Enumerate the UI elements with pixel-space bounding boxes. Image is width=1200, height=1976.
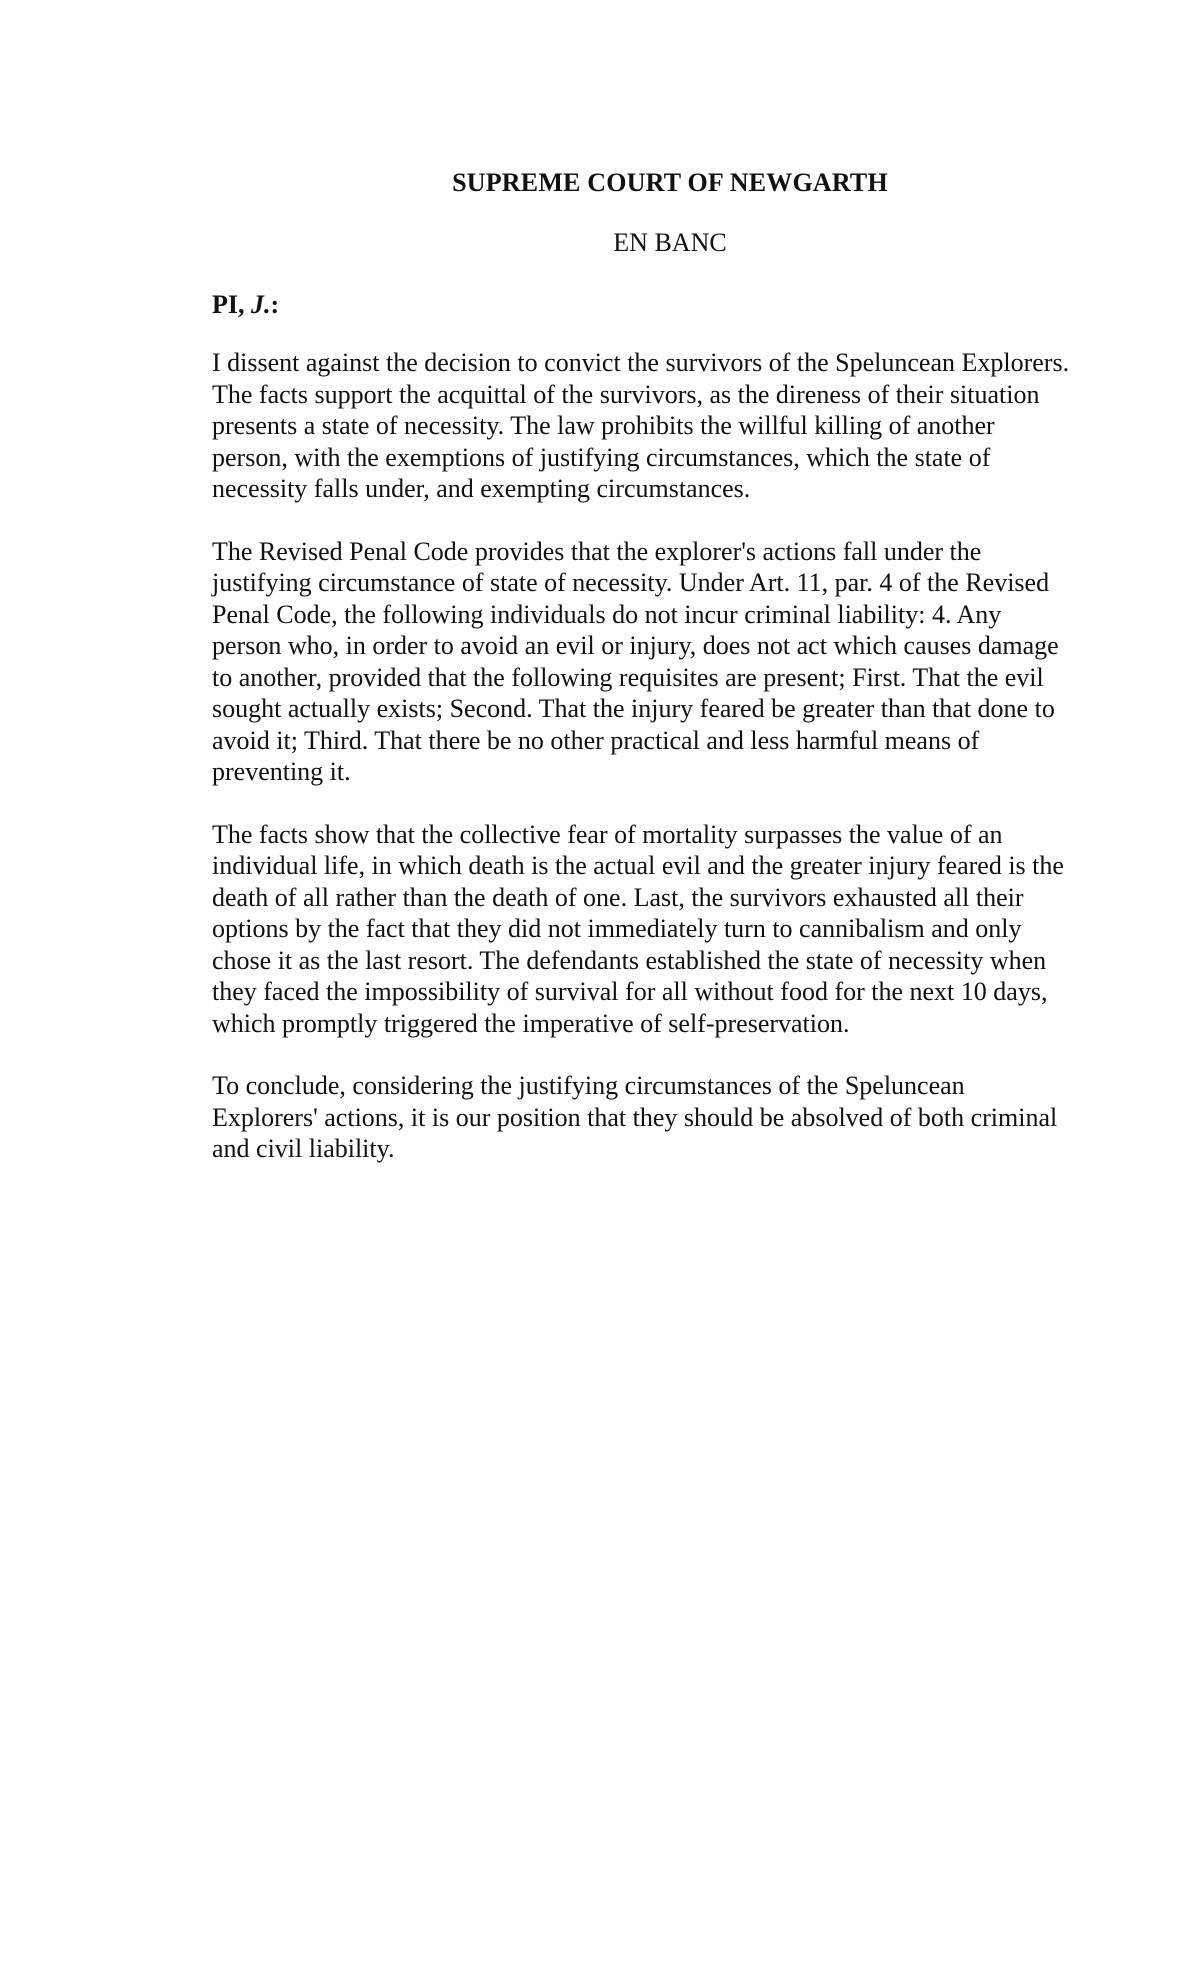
paragraph-2: The Revised Penal Code provides that the explorer's actions fall under the justifying circumstance of state of necessity. Under Art. 11, par. 4 of the Revised Penal Code, the following individuals do not incur criminal liability: 4. Any person who, in order to avoid an evil or injury, does not act which causes damage to another, provided that the following requisites are present; First. That the evil sought actually exists; Second. That the injury feared be greater than that done to avoid it; Third. That there be no other practical and less harmful means of preventing it.: [212, 536, 1059, 786]
paragraph-4: To conclude, considering the justifying circumstances of the Speluncean Explorers' actions, it is our position that they should be absolved of both criminal and civil liability.: [212, 1071, 1058, 1163]
paragraph-1: I dissent against the decision to convict the survivors of the Speluncean Explorers. The facts support the acquittal of the survivors, as the direness of their situation presents a state of necessity. The law prohibits the willful killing of another person, with the exemptions of justifying circumstances, which the state of necessity falls under, and exempting circumstances.: [212, 348, 1070, 503]
judge-name: PI,: [212, 290, 245, 319]
court-panel: EN BANC: [613, 228, 727, 257]
paragraph-3: The facts show that the collective fear of mortality surpasses the value of an individual life, in which death is the actual evil and the greater injury feared is the death of all rather than the death of one. Last, the survivors exhausted all their options by the fact that they did not immediately turn to cannibalism and only chose it as the last resort. The defendants established the state of necessity when they faced the impossibility of survival for all without food for the next 10 days, which promptly triggered the imperative of self-preservation.: [212, 819, 1064, 1038]
judge-heading: [212, 290, 279, 320]
judge-suffix: :: [270, 290, 280, 319]
judge-title: J.: [251, 290, 271, 319]
opinion-body: [212, 347, 1072, 1196]
court-title: SUPREME COURT OF NEWGARTH: [452, 168, 888, 197]
